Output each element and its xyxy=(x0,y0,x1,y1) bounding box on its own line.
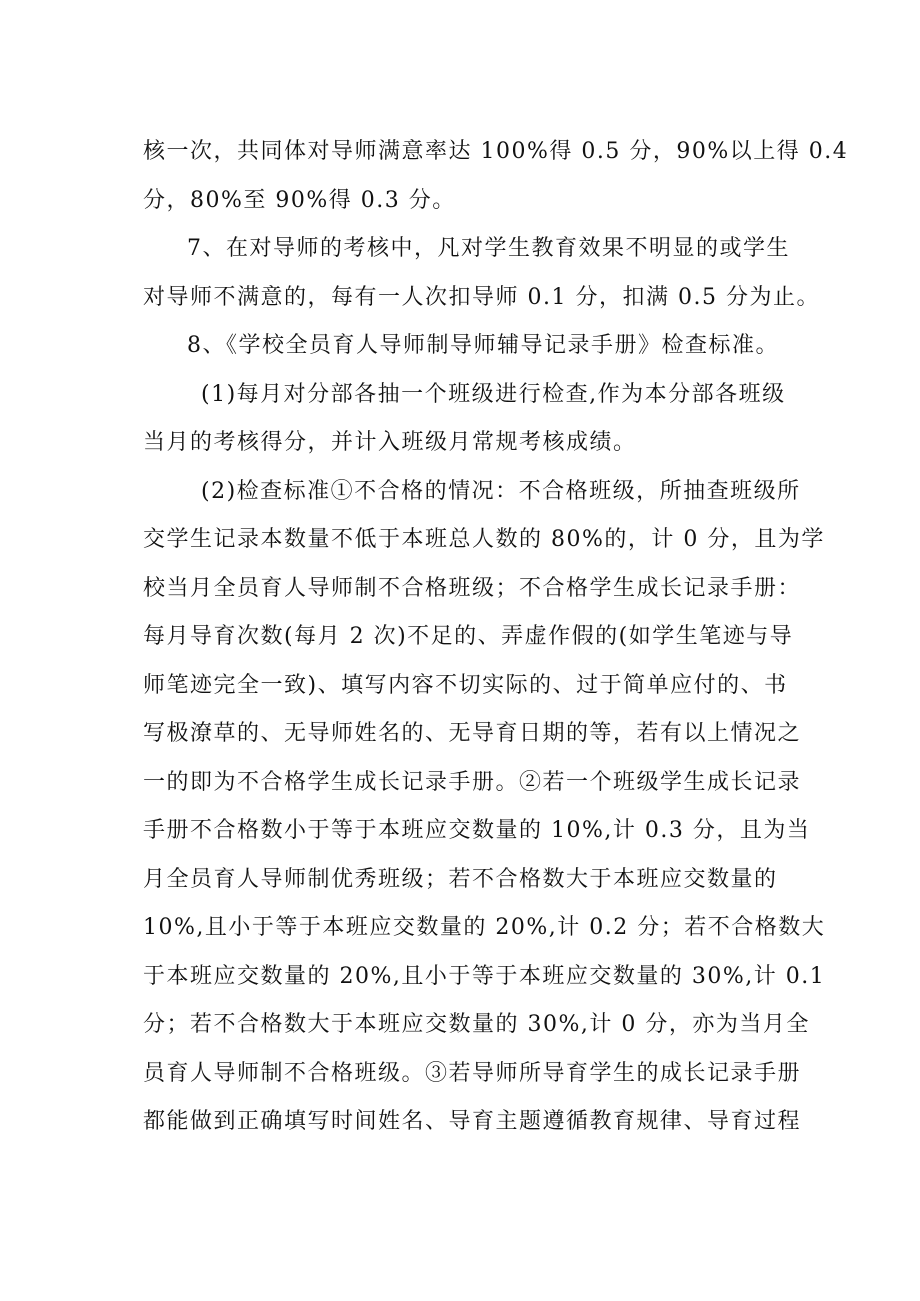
text-line: 每月导育次数(每月 2 次)不足的、弄虚作假的(如学生笔迹与导 xyxy=(143,624,794,649)
text-line: 分；若不合格数大于本班应交数量的 30%,计 0 分，亦为当月全 xyxy=(143,1012,810,1037)
text-line: 7、在对导师的考核中，凡对学生教育效果不明显的或学生 xyxy=(187,236,790,261)
text-line: 员育人导师制不合格班级。③若导师所导育学生的成长记录手册 xyxy=(143,1060,802,1086)
text-line: (2)检查标准①不合格的情况：不合格班级，所抽查班级所 xyxy=(201,478,801,504)
text-line: (1)每月对分部各抽一个班级进行检查,作为本分部各班级 xyxy=(201,381,786,407)
text-line: 月全员育人导师制优秀班级；若不合格数大于本班应交数量的 xyxy=(143,866,778,892)
text-line: 交学生记录本数量不低于本班总人数的 80%的，计 0 分，且为学 xyxy=(143,527,825,552)
text-line: 写极潦草的、无导师姓名的、无导育日期的等，若有以上情况之 xyxy=(143,721,802,746)
text-line: 一的即为不合格学生成长记录手册。②若一个班级学生成长记录 xyxy=(143,769,802,795)
text-line: 手册不合格数小于等于本班应交数量的 10%,计 0.3 分，且为当 xyxy=(143,818,811,843)
text-line: 10%,且小于等于本班应交数量的 20%,计 0.2 分；若不合格数大 xyxy=(143,915,826,940)
body-text xyxy=(143,128,849,1147)
text-line: 当月的考核得分，并计入班级月常规考核成绩。 xyxy=(143,430,637,455)
text-line: 8、《学校全员育人导师制导师辅导记录手册》检查标准。 xyxy=(187,333,779,358)
text-line: 都能做到正确填写时间姓名、导育主题遵循教育规律、导育过程 xyxy=(143,1109,802,1134)
text-line: 师笔迹完全一致)、填写内容不切实际的、过于简单应付的、书 xyxy=(143,672,788,698)
text-line: 分，80%至 90%得 0.3 分。 xyxy=(143,187,456,213)
text-line: 于本班应交数量的 20%,且小于等于本班应交数量的 30%,计 0.1 xyxy=(143,963,826,989)
text-line: 核一次，共同体对导师满意率达 100%得 0.5 分，90%以上得 0.4 xyxy=(143,139,849,164)
text-line: 校当月全员育人导师制不合格班级；不合格学生成长记录手册： xyxy=(143,575,802,601)
text-line: 对导师不满意的，每有一人次扣导师 0.1 分，扣满 0.5 分为止。 xyxy=(143,284,820,310)
